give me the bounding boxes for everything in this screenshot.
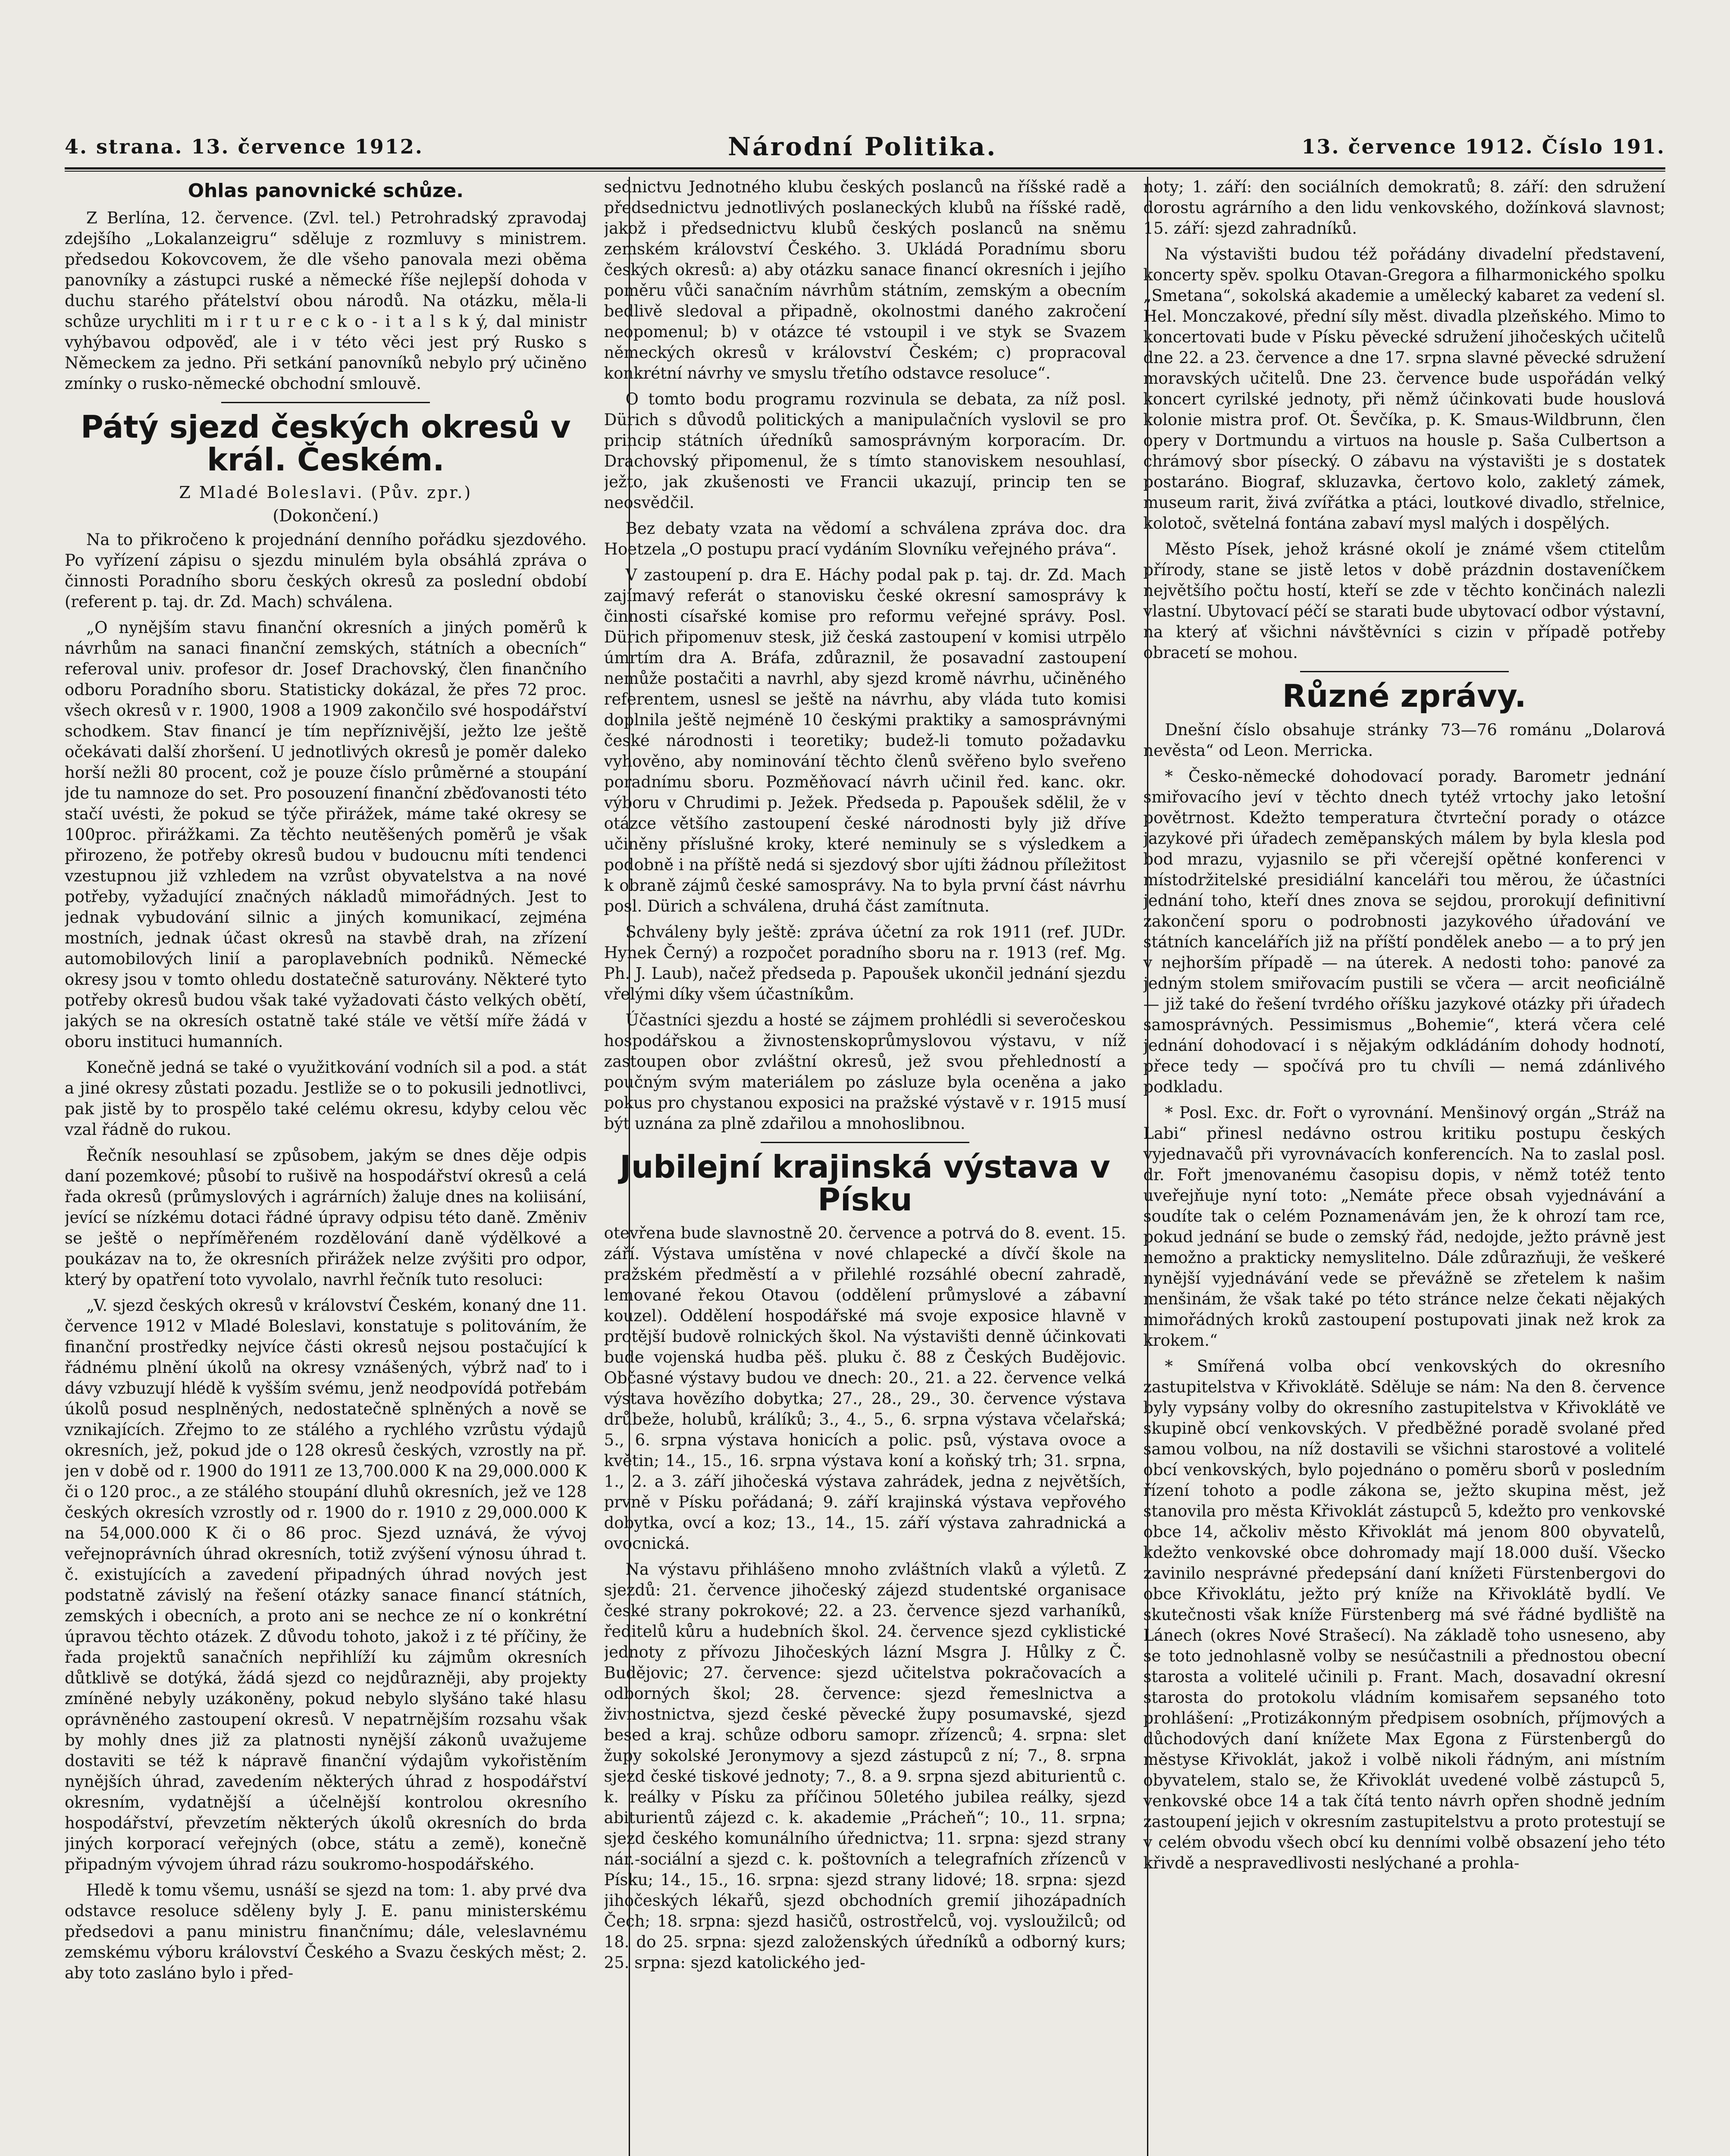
paragraph: Hledě k tomu všemu, usnáší se sjezd na tom: 1. aby prvé dva odstavce resoluce sděleny byly J. E. panu ministerskému předsedovi a panu ministru finančnímu; dále, veleslavnému zemskému výboru království Českého a Svazu českých měst; 2. aby toto zasláno bylo i před- — [65, 1881, 587, 1983]
header-left: 4. strana. 13. července 1912. — [65, 135, 423, 158]
article-ohlas: Z Berlína, 12. července. (Zvl. tel.) Petrohradský zpravodaj zdejšího „Lokalanzeigru“ sděluje z rozmluvy s ministrem. předsedou Kokovcovem, že dle všeho panovala mezi oběma panovníky a zástupci ruské a německé říše nejlepší dohoda v duchu starého přátelství obou národů. Na otázku, měla-li schůze urychliti m i r t u r e c k o - i t a l s k ý, dal ministr vyhýbavou odpověď, ale i v této věci jest prý Rusko s Německem za jedno. Při setkání panovníků nebylo prý učiněno zmínky o rusko-německé obchodní smlouvě. — [65, 209, 587, 393]
paragraph: otevřena bude slavnostně 20. července a potrvá do 8. event. 15. září. Výstava umístěna v nové chlapecké a dívčí škole na pražském předměstí a v přilehlé rozsáhlé obecní zahradě, lemované řekou Otavou (oddělení průmyslové a zábavní kouzel). Oddělení hospodářské má svoje exposice hlavně v protější budově rolnických škol. Na výstavišti denně účinkovati bude vojenská hudba pěš. pluku č. 88 z Českých Budějovic. Občasné výstavy budou ve dnech: 20., 21. a 22. července velká výstava hovězího dobytka; 27., 28., 29., 30. července výstava drůbeže, holubů, králíků; 3., 4., 5., 6. srpna výstava včelařská; 5., 6. srpna výstava honicích a polic. psů, výstava ovoce a květin; 14., 15., 16. srpna výstava koní a koňský trh; 31. srpna, 1., 2. a 3. září jihočeská výstava zahrádek, jedna z největších, prvně v Písku pořádaná; 9. září krajinská výstava vepřového dobytka, ovcí a koz; 13., 14., 15. září výstava zahradnická a ovocnická. — [604, 1224, 1126, 1553]
paragraph: * Česko-německé dohodovací porady. Barometr jednání smiřovacího jeví v těchto dnech tytéž vrtochy jako letošní povětrnost. Kdežto temperatura čtvrteční porady o otázce jazykové při úřadech zeměpanských málem by byla klesla pod bod mrazu, vyjasnilo se při včerejší opětné konferenci v místodržitelské presidiální kanceláři tou měrou, že účastníci jednání toho, kteří dnes znova se sejdou, prorokují definitivní zakončení sporu o podrobnosti jazykového úřadování ve státních kancelářích již na příští pondělek anebo — a to prý jen v nejhorším případě — na úterek. A nedosti toho: panové za jedným stolem smiřovacím pustili se včera — arcit neoficiálně — již také do řešení tvrdého oříšku jazykové otázky při úřadech samosprávných. Pessimismus „Bohemie“, která včera celé jednání dohodovací i s nějakým odkládáním dohody hodnotí, přece tedy — spočívá pro tu chvíli — nemá zdánlivého podkladu. — [1143, 767, 1666, 1096]
article-divider — [221, 402, 430, 403]
paragraph: Schváleny byly ještě: zpráva účetní za rok 1911 (ref. JUDr. Hynek Černý) a rozpočet poradního sboru na r. 1913 (ref. Mg. Ph. J. Laub), načež předseda p. Papoušek ukončil jednání sjezdu vřelými díky všem účastníkům. — [604, 923, 1126, 1003]
section-title-ruzne-zpravy: Různé zprávy. — [1282, 678, 1526, 714]
paragraph: Dnešní číslo obsahuje stránky 73—76 románu „Dolarová nevěsta“ od Leon. Merricka. — [1143, 720, 1666, 760]
paragraph: V zastoupení p. dra E. Háchy podal pak p. taj. dr. Zd. Mach zajímavý referát o stanovisku české okresní samosprávy k činnosti císařské komise pro reformu veřejné správy. Posl. Dürich připomenuv stesk, již česká zastoupení v komisi utrpělo úmrtím dra A. Bráfa, zdůraznil, že posavadní zastoupení nemůže postačiti a navrhl, aby sjezd kromě návrhu, učiněného referentem, usnesl se ještě na návrhu, aby vláda tuto komisi doplnila ještě nejméně 10 českými praktiky a samosprávnými české národnosti i teoretiky; budež-li tomuto požadavku vyhověno, aby nominování těchto členů svěřeno bylo sveřeno poradnímu sboru. Pozměňovací návrh učinil řed. kanc. okr. výboru v Chrudimi p. Ježek. Předseda p. Papoušek sdělil, že v otázce většího zastoupení české národnosti byly již dříve učiněny příslušné kroky, které neminuly se s výsledkem a podobně i na příště nedá si sjezdový sbor ujíti žádnou příležitost k obraně zájmů české samosprávy. Na to byla první část návrhu posl. Dürich a schválena, druhá část zamítnuta. — [604, 566, 1126, 915]
section-divider — [1300, 671, 1509, 672]
column-2 — [604, 177, 1126, 2156]
paragraph: Na to přikročeno k projednání denního pořádku sjezdového. Po vyřízení zápisu o sjezdu minulém byla obsáhlá zpráva o činnosti Poradního sboru českých okresů za poslední období (referent p. taj. dr. Zd. Mach) schválena. — [65, 530, 587, 611]
paragraph: sednictvu Jednotného klubu českých poslanců na říšské radě a předsednictvu jednotlivých poslaneckých klubů na říšské radě, jakož i předsednictvu klubů českých poslanců na sněmu zemském království Českého. 3. Ukládá Poradnímu sboru českých okresů: a) aby otázku sanace financí okresních i jejího poměru vůči sanačním návrhům státním, zemským a obecním bedlivě sledoval a připadně, okolnostmi daného zakročení neopomenul; b) v otázce té vstoupil i ve styk se Svazem německých okresů v království Českém; c) propracoval konkrétní návrhy ve smyslu třetího odstavce resoluce“. — [604, 178, 1126, 382]
paragraph: Řečník nesouhlasí se způsobem, jakým se dnes děje odpis daní pozemkové; působí to rušivě na hospodářství okresů a celá řada okresů (průmyslových i agrárních) žaluje dnes na koliisání, jevící se nízkému dotaci řádné úpravy odpisu této daně. Změniv se ještě o nepříměřeném rozdělování daně výdělkové a poukázav na to, že okresních přirážek nelze zvýšiti pro odpor, který by opatření toto vyvolalo, navrhl řečník tuto resoluci: — [65, 1146, 587, 1289]
dateline: Z Mladé Boleslavi. (Pův. zpr.) — [179, 483, 473, 502]
column-1 — [65, 177, 587, 2156]
headline-ohlas: Ohlas panovnické schůze. — [188, 180, 464, 202]
paragraph: Konečně jedná se také o využitkování vodních sil a pod. a stát a jiné okresy zůstati pozadu. Jestliže se o to pokusili jednotlivci, pak jistě by to prospělo také celému okresu, kdyby celou věc vzal řádně do rukou. — [65, 1058, 587, 1139]
headline-vystava: Jubilejní krajinská výstava v Písku — [620, 1149, 1110, 1218]
paragraph: „V. sjezd českých okresů v království Českém, konaný dne 11. července 1912 v Mladé Boleslavi, konstatuje s politováním, že finanční prostředky nejvíce části okresů nejsou postačující k řádnému plnění úkolů na okresy vznášených, výbrž naď to i dávy vzbuzují hlédě k vyšším svému, jenž neodpovídá potřebám úkolů posud nesplněných, nedostatečně splněných a nově se vznikajících. Zřejmo to ze stálého a rychlého vzrůstu výdajů okresních, jež, pokud jde o 128 okresů českých, vzrostly na př. jen v době od r. 1900 do 1911 ze 13,700.000 K na 29,000.000 K či o 120 proc., a ze stálého stoupání dluhů okresních, jež ve 128 českých okresích vzrostly od r. 1900 do r. 1910 z 29,000.000 K na 54,000.000 K či o 86 proc. Sjezd uznává, že vývoj veřejnoprávních úhrad okresních, totiž zvýšení výnosu úhrad t. č. existujících a zavedení připadných úhrad nových jest podstatně závislý na řešení otázky sanace financí státních, zemských i obecních, a proto ani se nechce ze ní o konkrétní úpravou těchto otázek. Z důvodu tohoto, jakož i z té příčiny, že řada projektů sanačních nepřihlíží ku zájmům okresních důtklivě se dotýká, žádá sjezd co nejdůrazněji, aby projekty zmíněné nebyly uzákoněny, pokud nebylo slyšáno také hlasu oprávněného zastoupení okresů. V nepatrnějším rozsahu však by mohly dnes již za platnosti nynější zákonů uvažujeme dostaviti se též k nápravě finanční výdajům vykořistěním nynějších úhrad, zavedením některých úhrad z hospodářství okresním, vydatnější a účelnější kontrolou okresního hospodářství, převzetím některých úkolů okresních do brda jiných korporací veřejných (obce, státu a země), konečně připadným vývojem úhrad rázu soukromo-hospodářského. — [65, 1296, 587, 1874]
paragraph: * Posl. Exc. dr. Fořt o vyrovnání. Menšinový orgán „Stráž na Labi“ přinesl nedávno ostrou kritiku postupu českých vyjednavačů při vyrovnávacích konferencích. Na to zaslal posl. dr. Fořt jmenovanému časopisu dopis, v němž totéž tento uveřejňuje nyní toto: „Nemáte přece obsah vyjednávání a soudíte tak o celém Poznamenávám jen, že k ohrozí tam rce, pokud jednání se bude o zemský řád, nedojde, ježto právně jest nemožno a prakticky nemyslitelno. Dále zdůrazňuji, že veškeré nynější vyjednávání vede se převážně se zřetelem k našim menšinám, že však také po této stránce nelze čekati nějakých mimořádných kroků zastoupení postupovati jinak než krok za krokem.“ — [1143, 1103, 1666, 1350]
header-rule-thin — [65, 171, 1665, 172]
article-divider — [761, 1142, 969, 1143]
paragraph: Město Písek, jehož krásné okolí je známé všem ctitelům přírody, stane se jistě letos v době prázdnin dostaveníčkem největšího počtu hostí, kteří se zde v těchto končinách nalezli vlastní. Ubytovací péčí se starati bude ubytovací odbor výstavní, na který ať všichni návštěvníci s cizin v případě potřeby obracetí se mohou. — [1143, 540, 1666, 662]
headline-sjezd: Pátý sjezd českých okresů v král. Českém. — [80, 409, 571, 478]
paragraph: noty; 1. září: den sociálních demokratů; 8. září: den sdružení dorostu agrárního a den lidu venkovského, dožínková slavnost; 15. září: sjezd zahradníků. — [1143, 178, 1666, 238]
paragraph: Bez debaty vzata na vědomí a schválena zpráva doc. dra Hoetzela „O postupu prací vydáním Slovníku veřejného práva“. — [604, 519, 1126, 558]
paragraph: Účastníci sjezdu a hosté se zájmem prohlédli si severočeskou hospodářskou a živnostenskoprůmyslovou výstavu, v níž zastoupen obor zvláštní okresů, jež svou přehledností a poučným svým materiálem po zásluze byla oceněna a jako pokus pro chystanou exposici na pražské výstavě v r. 1915 musí být uznána za plně zdařilou a mnohoslibnou. — [604, 1011, 1126, 1133]
paragraph: Na výstavu přihlášeno mnoho zvláštních vlaků a výletů. Z sjezdů: 21. července jihočeský zájezd studentské organisace české strany pokrokové; 22. a 23. července sjezd varhaníků, ředitelů kůru a hudebních škol. 24. července sjezd cyklistické jednoty z přívozu Jihočeských lázní Msgra J. Hůlky z Č. Budějovic; 27. července: sjezd učitelstva pokračovacích a odborných škol; 28. července: sjezd řemeslnictva a živnostnictva, sjezd české pěvecké župy posumavské, sjezd besed a kraj. schůze odboru samopr. zřízenců; 4. srpna: slet župy sokolské Jeronymovy a sjezd zástupců z ní; 7., 8. srpna sjezd české tiskové jednoty; 7., 8. a 9. srpna sjezd abiturientů c. k. reálky v Písku za příčinou 50letého jubilea reálky, sjezd abiturientů zájezd c. k. akademie „Prácheň“; 10., 11. srpna; sjezd českého komunálního úřednictva; 11. srpna: sjezd strany nár.-sociální a sjezd c. k. poštovních a telegrafních zřízenců v Písku; 14., 15., 16. srpna: sjezd strany lidové; 18. srpna: sjezd jihočeských lékařů, sjezd obchodních gremií jihozápadních Čech; 18. srpna: sjezd hasičů, ostrostřelců, voj. vysloužilců; od 18. do 25. srpna: sjezd založenských úředníků a odborný kurs; 25. srpna: sjezd katolického jed- — [604, 1560, 1126, 1972]
column-3 — [1143, 177, 1665, 2156]
header-right: 13. července 1912. Číslo 191. — [1301, 135, 1665, 158]
paragraph: * Smířená volba obcí venkovských do okresního zastupitelstva v Křivoklátě. Sděluje se nám: Na den 8. července byly vypsány volby do okresního zastupitelstva v Křivoklátě ve skupině obcí venkovských. V předběžné poradě svolané před samou volbou, na níž dostavili se všichni starostové a volitelé obcí venkovských, bylo pojednáno o poměru sborů v posledním řízení tohoto a podle zákona se, ježto skupina měst, jež stanovila pro města Křivoklát zástupců 5, kdežto pro venkovské obce 14, ačkoliv město Křivoklát má jenom 800 obyvatelů, kdežto venkovské obce dohromady mají 18.000 duší. Všecko zavinilo nesprávné předepsání daní knížeti Fürstenbergovi do obce Křivoklátu, ježto prý kníže na Křivoklátě bydlí. Ve skutečnosti však kníže Fürstenberg má své řádné bydliště na Lánech (okres Nové Strašecí). Na základě toho usneseno, aby se toto jednohlasně volby se nesúčastnili a přednostou obecní starosta a volitelé učinili p. Frant. Mach, dosavadní okresní starosta do protokolu vládním komisařem sepsaného toto prohlášení: „Protizákonným předpisem osobních, příjmových a důchodových daní knížete Max Egona z Fürstenbergů do městyse Křivoklát, jakož i volbě nikoli řádným, ani místním obyvatelem, stalo se, že Křivoklát uvedené volbě zástupců 5, venkovské obce 14 a tak čítá tento návrh opřen shodně jedním zastoupení jejich v okresním zastupitelstvu a proto protestují se v celém obvodu všech obcí ku denními volbě obsazení jeho této křivdě a nespravedlivosti neslýchané a prohla- — [1143, 1357, 1666, 1872]
paragraph: „O nynějším stavu finanční okresních a jiných poměrů k návrhům na sanaci finanční zemských, státních a obecních“ referoval univ. profesor dr. Josef Drachovský, člen finančního odboru Poradního sboru. Statisticky dokázal, že přes 72 proc. všech okresů v r. 1900, 1908 a 1909 zakončilo své hospodářství schodkem. Stav financí je tím nepříznivější, ježto lze ještě očekávati další zhoršení. U jednotlivých okresů je poměr daleko horší nežli 80 procent, což je pouze číslo průměrné a stoupání jde tu namnoze do set. Pro posouzení finanční zběďovanosti této stačí uvésti, že pokud se týče přirážek, máme také okresy se 100proc. přirážkami. Za těchto neutěšených poměrů je však přirozeno, že potřeby okresů budou v budoucnu míti tendenci vzestupnou již vzhledem na vzrůst obyvatelstva a na nové potřeby, vyžadující značných nákladů mimořádných. Jest to jednak vybudování silnic a jiných komunikací, zejména mostních, jednak účast okresů na stavbě drah, na zřízení automobilových linií a paroplavebních podniků. Německé okresy jsou v tomto ohledu dostatečně saturovány. Některé tyto potřeby okresů budou však také vyžadovati částo velkých obětí, jakých se na okresích ostatně také stále ve větší míře žádá v oboru instituci humanních. — [65, 618, 587, 1051]
continuation-note: (Dokončení.) — [273, 506, 379, 526]
header-rule — [65, 167, 1665, 169]
paragraph: Na výstavišti budou též pořádány divadelní představení, koncerty spěv. spolku Otavan-Gregora a filharmonického spolku „Smetana“, sokolská akademie a umělecký kabaret za vedení sl. Hel. Monczakové, přední síly měst. divadla plzeňského. Mimo to koncertovati bude v Písku pěvecké sdružení jihočeských učitelů dne 22. a 23. července a dne 17. srpna slavné pěvecké sdružení moravských učitelů. Dne 23. července bude uspořádán velký koncert cyrilské jednoty, při němž účinkovati bude houslová kolonie mistra prof. Ot. Ševčíka, p. K. Smaus-Wildbrunn, člen opery v Dortmundu a virtuos na housle p. Saša Culbertson a chrámový sbor písecký. O zábavu na výstavišti je s dostatek postaráno. Biograf, skluzavka, čertovo kolo, zakletý zámek, museum rarit, živá zvířátka a ptáci, loutkové divadlo, střelnice, kolotoč, světelná fontána zabaví mysl malých i dospělých. — [1143, 245, 1666, 533]
paragraph: O tomto bodu programu rozvinula se debata, za níž posl. Dürich s důvodů politických a manipulačních vyslovil se pro princip státních úředníků samosprávným korporacím. Dr. Drachovský připomenul, že s tímto stanoviskem nesouhlasí, ježto, jak zkušenosti ve Francii ukazují, princip ten se neosvědčil. — [604, 390, 1126, 512]
page-header — [65, 129, 1665, 164]
masthead: Národní Politika. — [727, 132, 997, 161]
columns — [65, 177, 1665, 2156]
